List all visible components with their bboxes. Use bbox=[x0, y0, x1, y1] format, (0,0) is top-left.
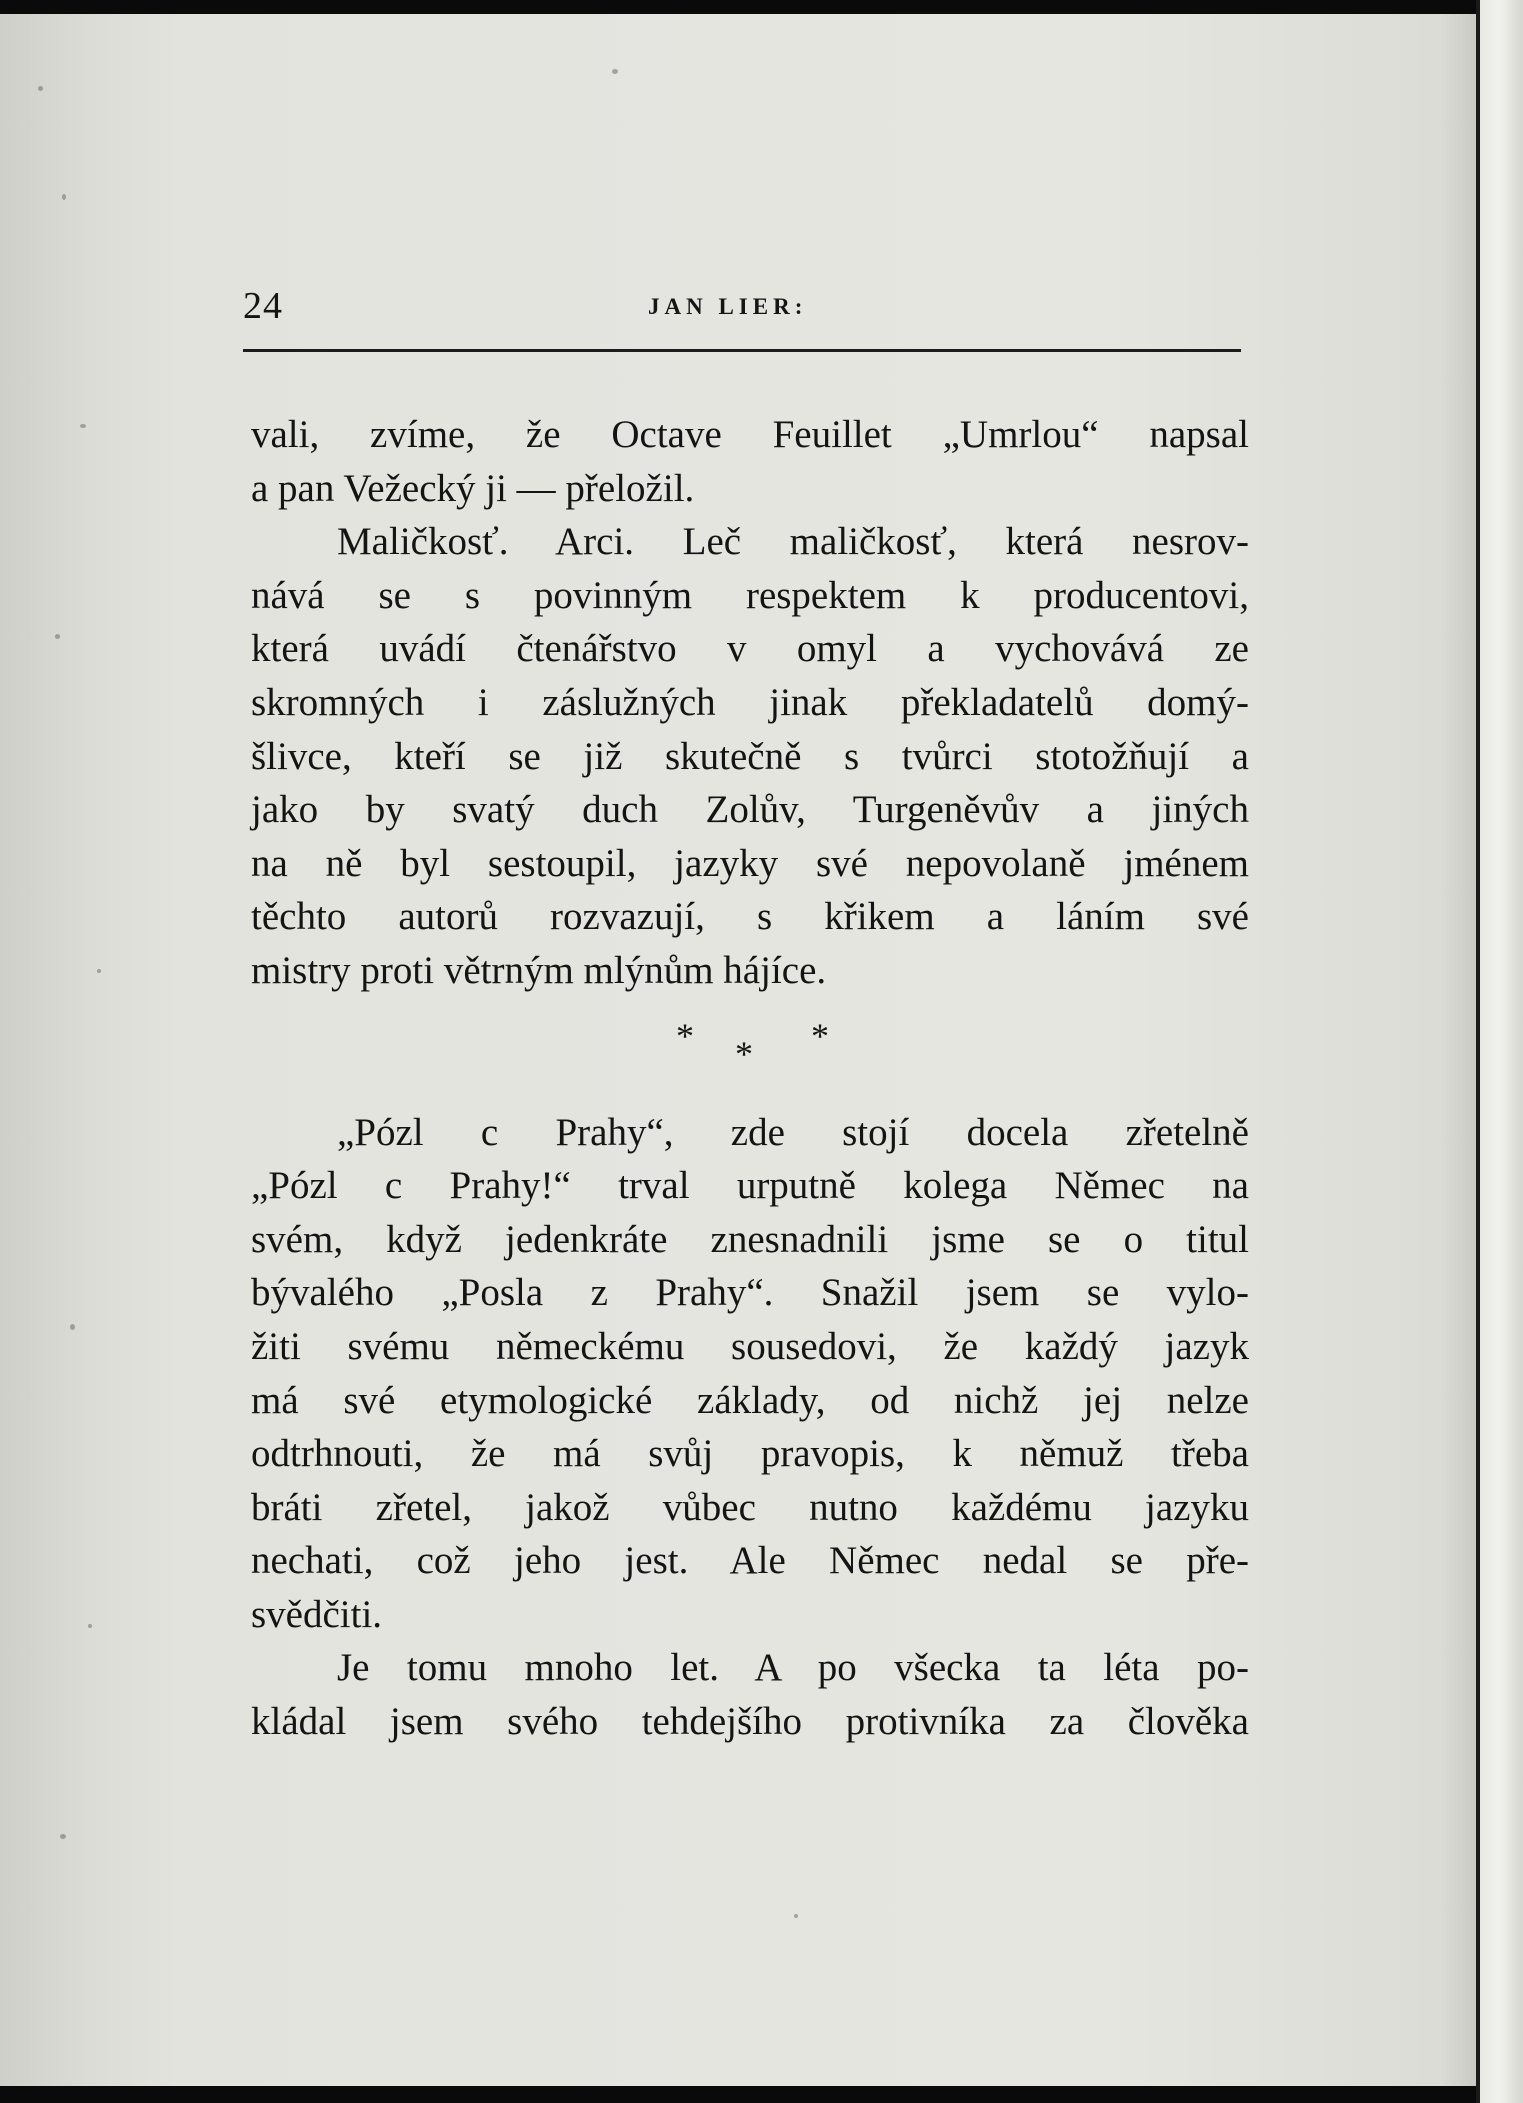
text-line: skromných i záslužných jinak překladatelů domý- bbox=[251, 680, 1249, 724]
separator-asterisk: * bbox=[811, 1015, 829, 1056]
text-line: na ně byl sestoupil, jazyky své nepovolaně jménem bbox=[251, 841, 1249, 885]
print-speck bbox=[612, 69, 618, 74]
header-rule bbox=[243, 349, 1241, 352]
page-header bbox=[243, 284, 1243, 332]
text-line: svědčiti. bbox=[251, 1592, 383, 1636]
body-text bbox=[251, 408, 1249, 1749]
text-line: svém, když jedenkráte znesnadnili jsme se o titul bbox=[251, 1217, 1249, 1261]
text-line: žiti svému německému sousedovi, že každý jazyk bbox=[251, 1324, 1249, 1368]
text-line: a pan Vežecký ji — přeložil. bbox=[251, 466, 695, 510]
text-line: šlivce, kteří se již skutečně s tvůrci stotožňují a bbox=[251, 734, 1249, 778]
text-line: těchto autorů rozvazují, s křikem a láním své bbox=[251, 895, 1249, 939]
print-speck bbox=[97, 969, 101, 973]
text-line: kládal jsem svého tehdejšího protivníka za člověka bbox=[251, 1700, 1249, 1744]
section-separator bbox=[251, 998, 1249, 1106]
text-line: jako by svatý duch Zolův, Turgeněvův a jiných bbox=[251, 788, 1249, 832]
text-line: „Pózl c Prahy!“ trval urputně kolega Němec na bbox=[251, 1164, 1249, 1208]
print-speck bbox=[80, 424, 86, 428]
page-number: 24 bbox=[243, 285, 283, 327]
text-line: má své etymologické základy, od nichž jej nelze bbox=[251, 1378, 1249, 1422]
print-speck bbox=[62, 194, 66, 200]
print-speck bbox=[794, 1914, 798, 1918]
print-speck bbox=[55, 634, 60, 639]
text-line: „Pózl c Prahy“, zde stojí docela zřetelně bbox=[337, 1110, 1249, 1154]
running-head: JAN LIER: bbox=[648, 294, 808, 319]
text-line: bývalého „Posla z Prahy“. Snažil jsem se vylo- bbox=[251, 1271, 1249, 1315]
text-line: nává se s povinným respektem k producentovi, bbox=[251, 573, 1249, 617]
text-line: která uvádí čtenářstvo v omyl a vychovává ze bbox=[251, 627, 1249, 671]
text-line: nechati, což jeho jest. Ale Němec nedal se pře- bbox=[251, 1539, 1249, 1583]
text-line: Je tomu mnoho let. A po všecka ta léta po- bbox=[337, 1646, 1249, 1690]
print-speck bbox=[60, 1834, 66, 1839]
binding-edge bbox=[1480, 0, 1523, 2103]
separator-asterisk: * bbox=[735, 1033, 753, 1074]
text-line: bráti zřetel, jakož vůbec nutno každému jazyku bbox=[251, 1485, 1249, 1529]
print-speck bbox=[70, 1324, 75, 1330]
separator-asterisk: * bbox=[676, 1015, 694, 1056]
print-speck bbox=[38, 86, 43, 91]
text-line: mistry proti větrným mlýnům hájíce. bbox=[251, 948, 827, 992]
print-speck bbox=[88, 1624, 92, 1628]
text-line: odtrhnouti, že má svůj pravopis, k němuž třeba bbox=[251, 1432, 1249, 1476]
text-line: vali, zvíme, že Octave Feuillet „Umrlou“ napsal bbox=[251, 413, 1249, 456]
text-line: Maličkosť. Arci. Leč maličkosť, která nesrov- bbox=[337, 520, 1249, 564]
